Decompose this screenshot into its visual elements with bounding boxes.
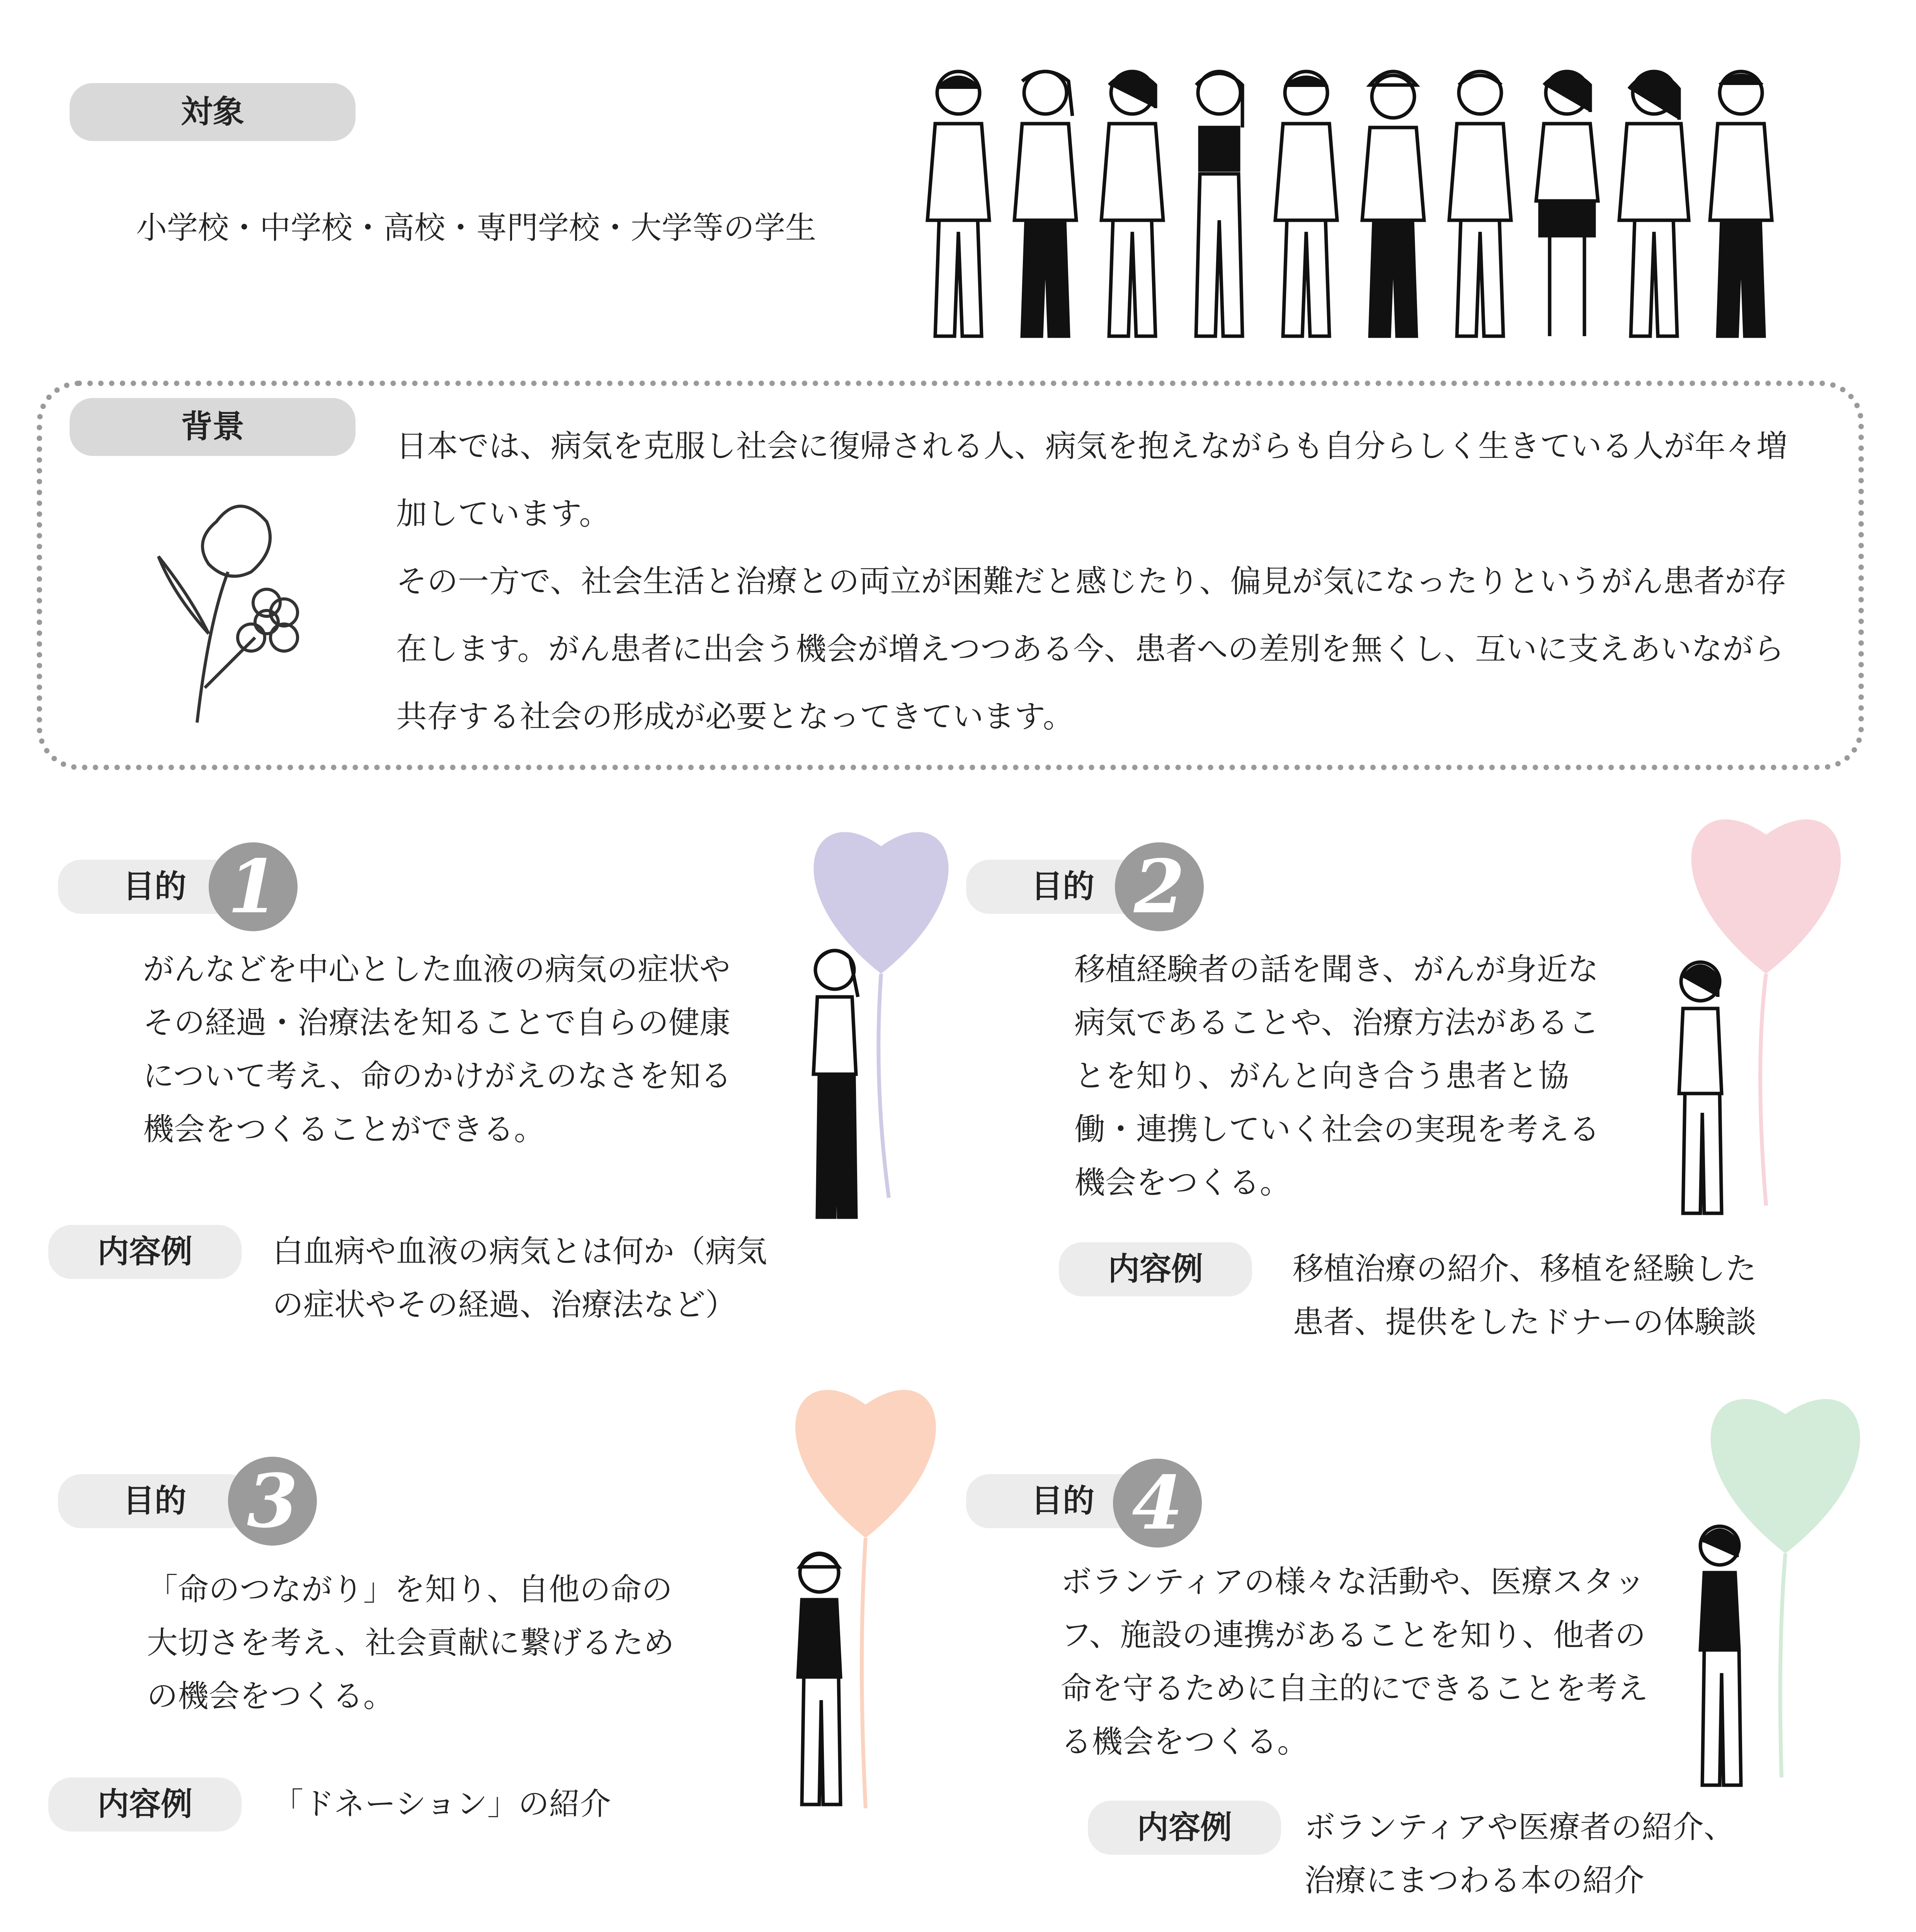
purpose-1-number: 1 — [209, 842, 298, 931]
purpose-4-number: 4 — [1113, 1459, 1202, 1548]
target-label: 対象 — [70, 83, 356, 141]
purpose-3-label: 目的 — [58, 1474, 251, 1528]
purpose-1-line-2: その経過・治療法を知ることで自らの健康 — [143, 1005, 730, 1041]
purpose-3-example-label: 内容例 — [48, 1777, 242, 1832]
purpose-2-example-label: 内容例 — [1059, 1242, 1252, 1296]
purpose-2-example-line-1: 移植治療の紹介、移植を経験した — [1293, 1251, 1756, 1287]
purpose-1-example-line-1: 白血病や血液の病気とは何か（病気 — [272, 1233, 767, 1269]
purpose-4-example-line-2: 治療にまつわる本の紹介 — [1304, 1862, 1644, 1898]
purpose-2-line-2: 病気であることや、治療方法があるこ — [1074, 1005, 1600, 1041]
students-illustration — [912, 58, 1801, 352]
background-line-3: その一方で、社会生活と治療との両立が困難だと感じたり、偏見が気になったりというがん患者が存 — [396, 563, 1787, 599]
flower-illustration — [151, 498, 313, 726]
target-text: 小学校・中学校・高校・専門学校・大学等の学生 — [136, 210, 816, 246]
purpose-4-line-4: る機会をつくる。 — [1061, 1724, 1308, 1760]
person-1-illustration — [796, 943, 873, 1229]
background-line-2: 加しています。 — [396, 496, 610, 532]
purpose-1-label: 目的 — [58, 860, 251, 914]
purpose-3-line-2: 大切さを考え、社会貢献に繋げるため — [147, 1625, 674, 1661]
purpose-1-example-label: 内容例 — [48, 1225, 242, 1279]
purpose-4-line-3: 命を守るために自主的にできることを考え — [1061, 1670, 1648, 1706]
person-2-illustration — [1662, 954, 1739, 1225]
purpose-2-number: 2 — [1115, 842, 1204, 931]
purpose-3-number: 3 — [228, 1457, 317, 1546]
purpose-3-line-3: の機会をつくる。 — [147, 1678, 394, 1714]
purpose-1-line-3: について考え、命のかけがえのなさを知る — [143, 1058, 732, 1094]
purpose-3-example-line-1: 「ドネーション」の紹介 — [272, 1786, 611, 1822]
purpose-2-label: 目的 — [966, 860, 1159, 914]
purpose-1-example-line-2: の症状やその経過、治療法など） — [272, 1287, 736, 1323]
background-line-4: 在します。がん患者に出会う機会が増えつつある今、患者への差別を無くし、互いに支えあいながら — [396, 631, 1784, 667]
purpose-2-line-4: 働・連携していく社会の実現を考える — [1074, 1111, 1600, 1147]
background-line-1: 日本では、病気を克服し社会に復帰される人、病気を抱えながらも自分らしく生きている人が年々増 — [396, 428, 1787, 464]
purpose-4-label: 目的 — [966, 1474, 1159, 1528]
purpose-2-line-1: 移植経験者の話を聞き、がんが身近な — [1074, 951, 1599, 987]
purpose-2-line-3: とを知り、がんと向き合う患者と協 — [1074, 1058, 1569, 1094]
background-line-5: 共存する社会の形成が必要となってきています。 — [396, 699, 1074, 735]
person-3-illustration — [781, 1546, 858, 1816]
purpose-3-line-1: 「命のつながり」を知り、自他の命の — [147, 1571, 672, 1607]
background-label: 背景 — [70, 398, 356, 456]
purpose-4-example-label: 内容例 — [1088, 1801, 1281, 1855]
purpose-1-line-1: がんなどを中心とした血液の病気の症状や — [143, 951, 730, 987]
purpose-4-example-line-1: ボランティアや医療者の紹介、 — [1304, 1809, 1735, 1845]
person-4-illustration — [1681, 1519, 1758, 1797]
purpose-4-line-2: フ、施設の連携があることを知り、他者の — [1061, 1617, 1646, 1653]
purpose-2-line-5: 機会をつくる。 — [1074, 1165, 1291, 1201]
purpose-4-line-1: ボランティアの様々な活動や、医療スタッ — [1061, 1564, 1645, 1600]
purpose-2-example-line-2: 患者、提供をしたドナーの体験談 — [1293, 1304, 1756, 1340]
student-figure — [927, 71, 989, 336]
purpose-1-line-4: 機会をつくることができる。 — [143, 1111, 545, 1147]
